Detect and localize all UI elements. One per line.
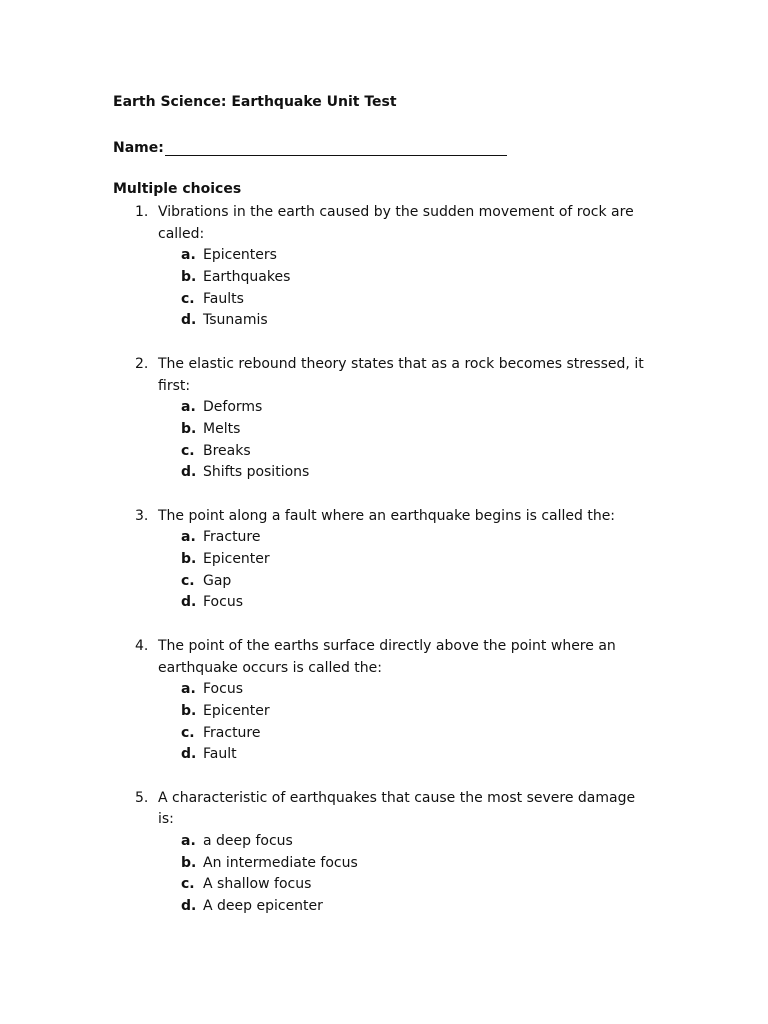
question-text-line: The point along a fault where an earthquake begins is called the:: [158, 507, 616, 524]
option-letter: a.: [181, 529, 196, 546]
question-text-line: A characteristic of earthquakes that cause the most severe damage: [158, 789, 636, 806]
answer-option[interactable]: [0, 267, 768, 289]
question-number: 5.: [135, 789, 149, 806]
option-text: A deep epicenter: [203, 898, 323, 915]
option-text: Tsunamis: [203, 312, 268, 329]
answer-option[interactable]: [0, 397, 768, 419]
answer-option[interactable]: [0, 310, 768, 332]
name-row: [113, 139, 507, 156]
question-text: [158, 788, 658, 831]
option-letter: d.: [181, 898, 197, 915]
answer-option[interactable]: [0, 419, 768, 441]
option-text: Epicenters: [203, 247, 277, 264]
option-text: Fracture: [203, 529, 261, 546]
question-text-line: first:: [158, 377, 191, 394]
option-letter: a.: [181, 399, 196, 416]
answer-option[interactable]: [0, 701, 768, 723]
question-5: [0, 788, 768, 918]
question-4: [0, 636, 768, 766]
option-text: Deforms: [203, 399, 263, 416]
option-text: An intermediate focus: [203, 854, 358, 871]
option-text: Fracture: [203, 724, 261, 741]
option-letter: b.: [181, 702, 197, 719]
answer-option[interactable]: [0, 592, 768, 614]
question-text: [158, 636, 658, 679]
answer-option[interactable]: [0, 723, 768, 745]
answer-option[interactable]: [0, 462, 768, 484]
answer-option[interactable]: [0, 679, 768, 701]
document-title: Earth Science: Earthquake Unit Test: [113, 94, 397, 110]
answer-option[interactable]: [0, 874, 768, 896]
question-text-line: earthquake occurs is called the:: [158, 659, 382, 676]
option-text: A shallow focus: [203, 876, 312, 893]
option-letter: b.: [181, 420, 197, 437]
answer-options: [0, 679, 768, 766]
question-number: 3.: [135, 507, 149, 524]
option-letter: a.: [181, 833, 196, 850]
question-3: [0, 506, 768, 614]
question-number: 4.: [135, 637, 149, 654]
question-text-line: called:: [158, 225, 205, 242]
option-letter: c.: [181, 442, 195, 459]
name-label: Name:: [113, 140, 164, 156]
question-text: [158, 354, 658, 397]
answer-option[interactable]: [0, 571, 768, 593]
option-text: Gap: [203, 572, 232, 589]
option-letter: b.: [181, 854, 197, 871]
question-text-line: The elastic rebound theory states that as a rock becomes stressed, it: [158, 355, 644, 372]
answer-option[interactable]: [0, 289, 768, 311]
option-letter: d.: [181, 464, 197, 481]
answer-option[interactable]: [0, 549, 768, 571]
question-text-line: Vibrations in the earth caused by the sudden movement of rock are: [158, 204, 634, 220]
question-2: [0, 354, 768, 484]
option-letter: a.: [181, 681, 196, 698]
option-text: Shifts positions: [203, 464, 310, 481]
option-letter: c.: [181, 572, 195, 589]
option-letter: c.: [181, 724, 195, 741]
option-letter: b.: [181, 551, 197, 568]
question-text: [158, 506, 658, 528]
option-text: Focus: [203, 594, 243, 611]
answer-options: [0, 245, 768, 332]
answer-option[interactable]: [0, 896, 768, 918]
option-letter: d.: [181, 594, 197, 611]
option-text: Focus: [203, 681, 243, 698]
question-text: [158, 202, 658, 245]
option-text: Melts: [203, 420, 241, 437]
answer-option[interactable]: [0, 527, 768, 549]
question-text-line: is:: [158, 811, 174, 828]
option-text: Earthquakes: [203, 269, 291, 286]
option-letter: d.: [181, 746, 197, 763]
section-heading: Multiple choices: [113, 181, 242, 197]
answer-option[interactable]: [0, 441, 768, 463]
option-letter: c.: [181, 290, 195, 307]
answer-options: [0, 397, 768, 484]
option-letter: b.: [181, 269, 197, 286]
question-number: 1.: [135, 204, 149, 220]
option-text: Epicenter: [203, 551, 270, 568]
option-text: Fault: [203, 746, 237, 763]
name-blank-line: [165, 139, 507, 156]
answer-option[interactable]: [0, 853, 768, 875]
option-letter: a.: [181, 247, 196, 264]
answer-option[interactable]: [0, 744, 768, 766]
answer-option[interactable]: [0, 245, 768, 267]
question-1: [0, 202, 768, 332]
option-text: a deep focus: [203, 833, 293, 850]
question-number: 2.: [135, 355, 149, 372]
answer-options: [0, 527, 768, 614]
question-text-line: The point of the earths surface directly above the point where an: [158, 637, 616, 654]
option-letter: d.: [181, 312, 197, 329]
option-text: Breaks: [203, 442, 251, 459]
option-text: Faults: [203, 290, 244, 307]
answer-options: [0, 831, 768, 918]
option-text: Epicenter: [203, 702, 270, 719]
option-letter: c.: [181, 876, 195, 893]
answer-option[interactable]: [0, 831, 768, 853]
question-list: [0, 202, 768, 940]
